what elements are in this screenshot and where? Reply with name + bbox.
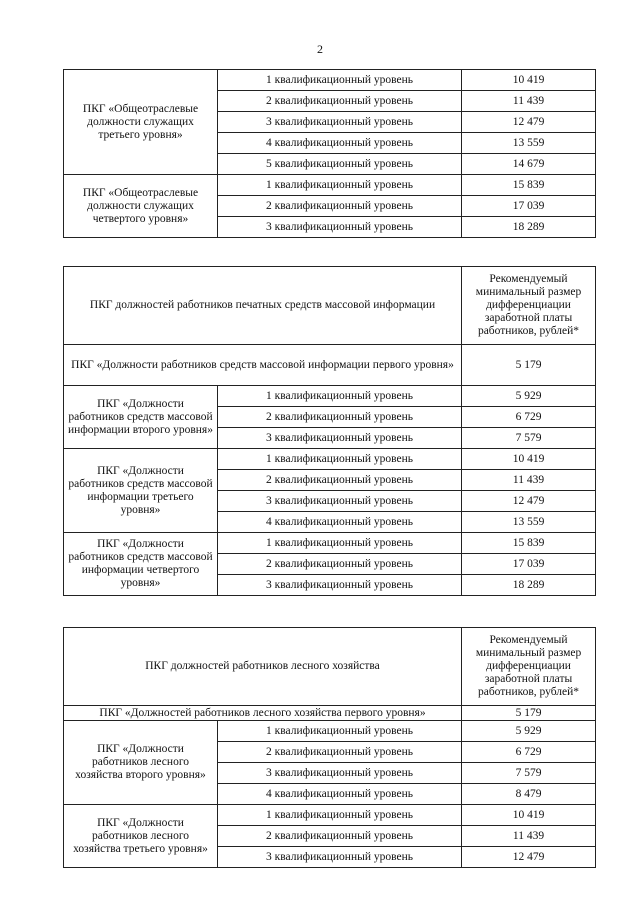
value-cell: 5 179 — [462, 706, 596, 721]
value-cell: 7 579 — [462, 428, 596, 449]
value-cell: 5 179 — [462, 345, 596, 386]
value-cell: 11 439 — [462, 91, 596, 112]
table-row — [64, 70, 596, 91]
salary-table-forestry — [63, 627, 596, 868]
table-row — [64, 345, 596, 386]
level-cell: 1 квалификационный уровень — [218, 533, 462, 554]
value-cell: 11 439 — [462, 826, 596, 847]
level-cell: 3 квалификационный уровень — [218, 217, 462, 238]
value-cell: 8 479 — [462, 784, 596, 805]
level-cell: 2 квалификационный уровень — [218, 196, 462, 217]
value-cell: 7 579 — [462, 763, 596, 784]
level-cell: 3 квалификационный уровень — [218, 847, 462, 868]
value-cell: 6 729 — [462, 742, 596, 763]
group-name-cell: ПКГ «Должности работников средств массовой информации четвертого уровня» — [64, 533, 218, 596]
value-cell: 12 479 — [462, 112, 596, 133]
level-cell: 3 квалификационный уровень — [218, 575, 462, 596]
level-cell: 1 квалификационный уровень — [218, 386, 462, 407]
level-cell: 2 квалификационный уровень — [218, 826, 462, 847]
level-cell: 2 квалификационный уровень — [218, 470, 462, 491]
value-cell: 12 479 — [462, 847, 596, 868]
value-cell: 13 559 — [462, 133, 596, 154]
level-cell: 2 квалификационный уровень — [218, 554, 462, 575]
level-cell: 4 квалификационный уровень — [218, 784, 462, 805]
level-cell: 1 квалификационный уровень — [218, 721, 462, 742]
level-cell: 1 квалификационный уровень — [218, 70, 462, 91]
value-cell: 14 679 — [462, 154, 596, 175]
level-cell: 2 квалификационный уровень — [218, 742, 462, 763]
value-cell: 12 479 — [462, 491, 596, 512]
level-cell: 2 квалификационный уровень — [218, 91, 462, 112]
value-cell: 13 559 — [462, 512, 596, 533]
value-cell: 15 839 — [462, 533, 596, 554]
header-left-cell: ПКГ должностей работников печатных средств массовой информации — [64, 267, 462, 345]
group-name-cell: ПКГ «Общеотраслевые должности служащих четвертого уровня» — [64, 175, 218, 238]
table-row — [64, 805, 596, 826]
header-left-cell: ПКГ должностей работников лесного хозяйства — [64, 628, 462, 706]
page-number: 2 — [317, 42, 323, 56]
table-row — [64, 533, 596, 554]
level-cell: 1 квалификационный уровень — [218, 449, 462, 470]
value-cell: 18 289 — [462, 575, 596, 596]
level-cell: 1 квалификационный уровень — [218, 805, 462, 826]
level-cell: 2 квалификационный уровень — [218, 407, 462, 428]
level-cell: 4 квалификационный уровень — [218, 512, 462, 533]
table-row — [64, 449, 596, 470]
first-level-name-cell: ПКГ «Должности работников средств массовой информации первого уровня» — [64, 345, 462, 386]
first-level-name-cell: ПКГ «Должностей работников лесного хозяйства первого уровня» — [64, 706, 462, 721]
group-name-cell: ПКГ «Общеотраслевые должности служащих третьего уровня» — [64, 70, 218, 175]
value-cell: 10 419 — [462, 70, 596, 91]
header-right-cell: Рекомендуемый минимальный размер дифференциации заработной платы работников, рублей* — [462, 267, 596, 345]
value-cell: 6 729 — [462, 407, 596, 428]
table-row — [64, 721, 596, 742]
level-cell: 1 квалификационный уровень — [218, 175, 462, 196]
group-name-cell: ПКГ «Должности работников средств массовой информации третьего уровня» — [64, 449, 218, 533]
level-cell: 4 квалификационный уровень — [218, 133, 462, 154]
value-cell: 11 439 — [462, 470, 596, 491]
table-row — [64, 706, 596, 721]
value-cell: 17 039 — [462, 554, 596, 575]
value-cell: 5 929 — [462, 386, 596, 407]
header-right-cell: Рекомендуемый минимальный размер дифференциации заработной платы работников, рублей* — [462, 628, 596, 706]
table-row — [64, 386, 596, 407]
value-cell: 18 289 — [462, 217, 596, 238]
level-cell: 3 квалификационный уровень — [218, 763, 462, 784]
level-cell: 3 квалификационный уровень — [218, 112, 462, 133]
level-cell: 3 квалификационный уровень — [218, 428, 462, 449]
table-header-row — [64, 267, 596, 345]
salary-table-general-employees — [63, 69, 596, 238]
level-cell: 3 квалификационный уровень — [218, 491, 462, 512]
table-row — [64, 175, 596, 196]
value-cell: 17 039 — [462, 196, 596, 217]
value-cell: 5 929 — [462, 721, 596, 742]
group-name-cell: ПКГ «Должности работников лесного хозяйства третьего уровня» — [64, 805, 218, 868]
value-cell: 10 419 — [462, 449, 596, 470]
value-cell: 15 839 — [462, 175, 596, 196]
level-cell: 5 квалификационный уровень — [218, 154, 462, 175]
group-name-cell: ПКГ «Должности работников лесного хозяйства второго уровня» — [64, 721, 218, 805]
salary-table-print-media — [63, 266, 596, 596]
table-header-row — [64, 628, 596, 706]
value-cell: 10 419 — [462, 805, 596, 826]
group-name-cell: ПКГ «Должности работников средств массовой информации второго уровня» — [64, 386, 218, 449]
